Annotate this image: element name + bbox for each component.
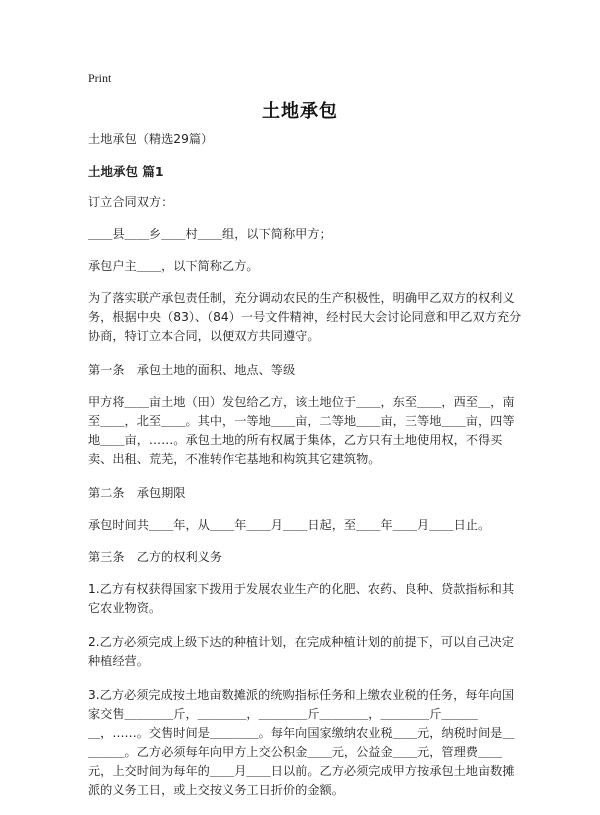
paragraph: 为了落实联产承包责任制，充分调动农民的生产积极性，明确甲乙双方的权利义务，根据中央（83）、（84）一号文件精神，经村民大会讨论同意和甲乙双方充分协商，特订立本合同，以便双方共同遵守。 [88,291,522,343]
paragraph: 甲方将＿＿亩土地（田）发包给乙方，该土地位于＿＿，东至＿＿，西至＿，南至＿＿，北至＿＿。其中，一等地＿＿亩，二等地＿＿亩，三等地＿＿亩，四等地＿＿亩，……。承包土地的所有权属于集体，乙方只有土地使用权，不得买卖、出租、荒芜，不准转作宅基地和构筑其它建筑物。 [88,395,515,466]
document-subtitle: 土地承包（精选29篇） [88,132,214,146]
paragraph: 承包户主＿＿，以下简称乙方。 [88,259,259,273]
document-body [88,130,524,815]
paragraph: 订立合同双方： [88,195,174,209]
paragraph: 1.乙方有权获得国家下拨用于发展农业生产的化肥、农药、良种、贷款指标和其它农业物资。 [88,582,515,615]
paragraph: 2.乙方必须完成上级下达的种植计划，在完成种植计划的前提下，可以自己决定种植经营。 [88,635,515,668]
article-heading: 第一条 承包土地的面积、地点、等级 [88,363,296,377]
page-title: 土地承包 [262,101,338,122]
print-link[interactable]: Print [88,71,112,85]
article-heading: 第二条 承包期限 [88,486,186,500]
section-heading: 土地承包 篇1 [88,164,164,179]
article-heading: 第三条 乙方的权利义务 [88,550,223,564]
paragraph: 承包时间共＿＿年，从＿＿年＿＿月＿＿日起，至＿＿年＿＿月＿＿日止。 [88,518,491,532]
paragraph: 3.乙方必须完成按土地亩数摊派的统购指标任务和上缴农业税的任务，每年向国家交售＿＿＿＿斤，＿＿＿＿，＿＿＿＿斤＿＿＿＿，＿＿＿＿斤＿＿＿＿，……。交售时间是＿＿＿＿。每年向国家缴纳农业税＿＿元，纳税时间是＿＿＿＿。乙方必须每年向甲方上交公积金＿＿元，公益金＿＿元，管理费＿＿元，上交时间为每年的＿＿月＿＿日以前。乙方必须完成甲方按承包土地亩数摊派的义务工日，或上交按义务工日折价的金额。 [88,688,515,797]
paragraph: ＿＿县＿＿乡＿＿村＿＿组，以下简称甲方； [88,227,332,241]
